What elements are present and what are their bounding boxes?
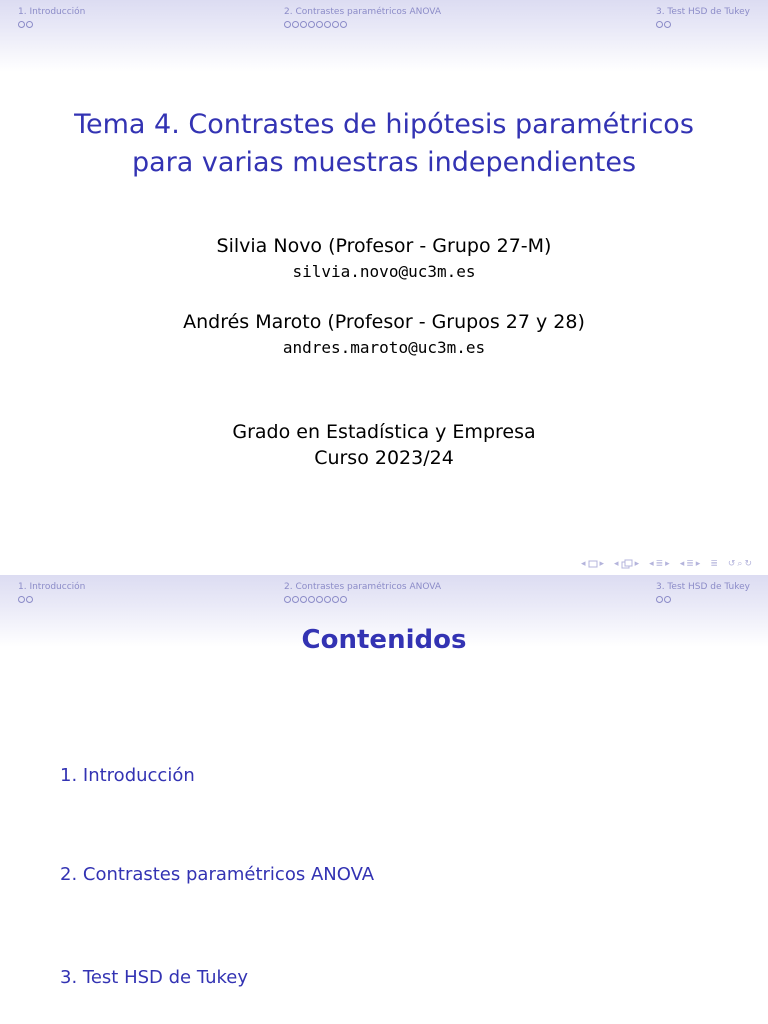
section-nav <box>649 559 670 569</box>
frame-dot[interactable] <box>26 21 33 28</box>
frame-dot[interactable] <box>656 596 663 603</box>
degree-name: Grado en Estadística y Empresa <box>232 421 536 443</box>
arrow-left-icon[interactable]: ◂ <box>679 559 685 569</box>
nav-section-title[interactable]: 2. Contrastes paramétricos ANOVA <box>284 7 442 17</box>
frame-dot[interactable] <box>316 596 323 603</box>
title-line: para varias muestras independientes <box>131 147 637 178</box>
frame-dot[interactable] <box>340 596 347 603</box>
headline-bar <box>0 0 768 72</box>
beamer-navigation-controls <box>581 559 758 569</box>
frame-dot[interactable] <box>18 596 25 603</box>
frame-icon[interactable] <box>588 560 598 568</box>
redo-icon[interactable]: ↻ <box>744 559 752 569</box>
author-block <box>0 309 768 361</box>
frame-dot[interactable] <box>292 21 299 28</box>
author-name: Silvia Novo (Profesor - Grupo 27-M) <box>216 235 552 257</box>
arrow-left-icon[interactable]: ◂ <box>614 559 619 569</box>
frame-dot[interactable] <box>300 596 307 603</box>
frame-dot[interactable] <box>284 21 291 28</box>
arrow-right-icon[interactable]: ▸ <box>665 559 670 569</box>
frame-dot[interactable] <box>300 21 307 28</box>
nav-dots <box>284 596 441 603</box>
institute-block <box>0 419 768 471</box>
arrow-right-icon[interactable]: ▸ <box>695 559 701 569</box>
arrow-right-icon[interactable]: ▸ <box>634 559 640 569</box>
search-icon[interactable]: ⌕ <box>737 559 743 569</box>
nav-section-title[interactable]: 3. Test HSD de Tukey <box>655 582 750 592</box>
nav-section-title[interactable]: 2. Contrastes paramétricos ANOVA <box>284 582 442 592</box>
contents-slide <box>0 575 768 1024</box>
toc-item-anova[interactable]: 2. Contrastes paramétricos ANOVA <box>60 864 375 885</box>
doc-nav <box>710 559 718 569</box>
nav-section-tukey[interactable] <box>656 6 750 28</box>
frame-dot[interactable] <box>316 21 323 28</box>
section-icon[interactable]: ≣ <box>710 559 718 569</box>
frame-dot[interactable] <box>292 596 299 603</box>
nav-dots <box>18 596 85 603</box>
undo-icon[interactable]: ↺ <box>727 559 736 569</box>
subsection-nav <box>614 559 639 569</box>
nav-section-introduccion[interactable] <box>18 581 85 603</box>
author-name: Andrés Maroto (Profesor - Grupos 27 y 28) <box>183 311 585 333</box>
toc-item-tukey[interactable]: 3. Test HSD de Tukey <box>60 967 249 988</box>
toc-item-introduccion[interactable]: 1. Introducción <box>60 765 195 786</box>
nav-dots <box>284 21 441 28</box>
frame-dot[interactable] <box>26 596 33 603</box>
nav-section-introduccion[interactable] <box>18 6 85 28</box>
nav-dots <box>656 21 750 28</box>
arrow-right-icon[interactable]: ▸ <box>599 559 605 569</box>
presentation-title <box>0 106 768 182</box>
nav-section-tukey[interactable] <box>656 581 750 603</box>
frame-dot[interactable] <box>18 21 25 28</box>
frame-title: Contenidos <box>301 625 467 655</box>
title-line: Tema 4. Contrastes de hipótesis paramétricos <box>74 109 694 140</box>
nav-section-anova[interactable] <box>284 6 441 28</box>
section-icon[interactable]: ≣ <box>686 559 694 569</box>
frame-dot[interactable] <box>324 596 331 603</box>
arrow-left-icon[interactable]: ◂ <box>649 559 654 569</box>
frame-dot[interactable] <box>664 596 671 603</box>
frame-nav <box>581 559 604 569</box>
frame-dot[interactable] <box>656 21 663 28</box>
nav-dots <box>656 596 750 603</box>
author-email: andres.maroto@uc3m.es <box>282 338 486 357</box>
frame-dot[interactable] <box>284 596 291 603</box>
search-nav <box>728 559 752 569</box>
nav-section-anova[interactable] <box>284 581 441 603</box>
frame-dot[interactable] <box>664 21 671 28</box>
subsection-icon[interactable] <box>621 559 633 569</box>
author-email: silvia.novo@uc3m.es <box>292 262 476 281</box>
frame-dot[interactable] <box>332 596 339 603</box>
nav-dots <box>18 21 85 28</box>
frame-dot[interactable] <box>332 21 339 28</box>
section-icon[interactable]: ≣ <box>655 559 664 569</box>
nav-section-title[interactable]: 1. Introducción <box>18 7 86 17</box>
frame-dot[interactable] <box>340 21 347 28</box>
part-nav <box>680 559 701 569</box>
frame-dot[interactable] <box>308 596 315 603</box>
course-year: Curso 2023/24 <box>314 447 454 469</box>
arrow-left-icon[interactable]: ◂ <box>580 559 586 569</box>
frame-dot[interactable] <box>308 21 315 28</box>
nav-section-title[interactable]: 3. Test HSD de Tukey <box>655 7 750 17</box>
nav-section-title[interactable]: 1. Introducción <box>18 582 86 592</box>
author-block <box>0 233 768 285</box>
frame-dot[interactable] <box>324 21 331 28</box>
